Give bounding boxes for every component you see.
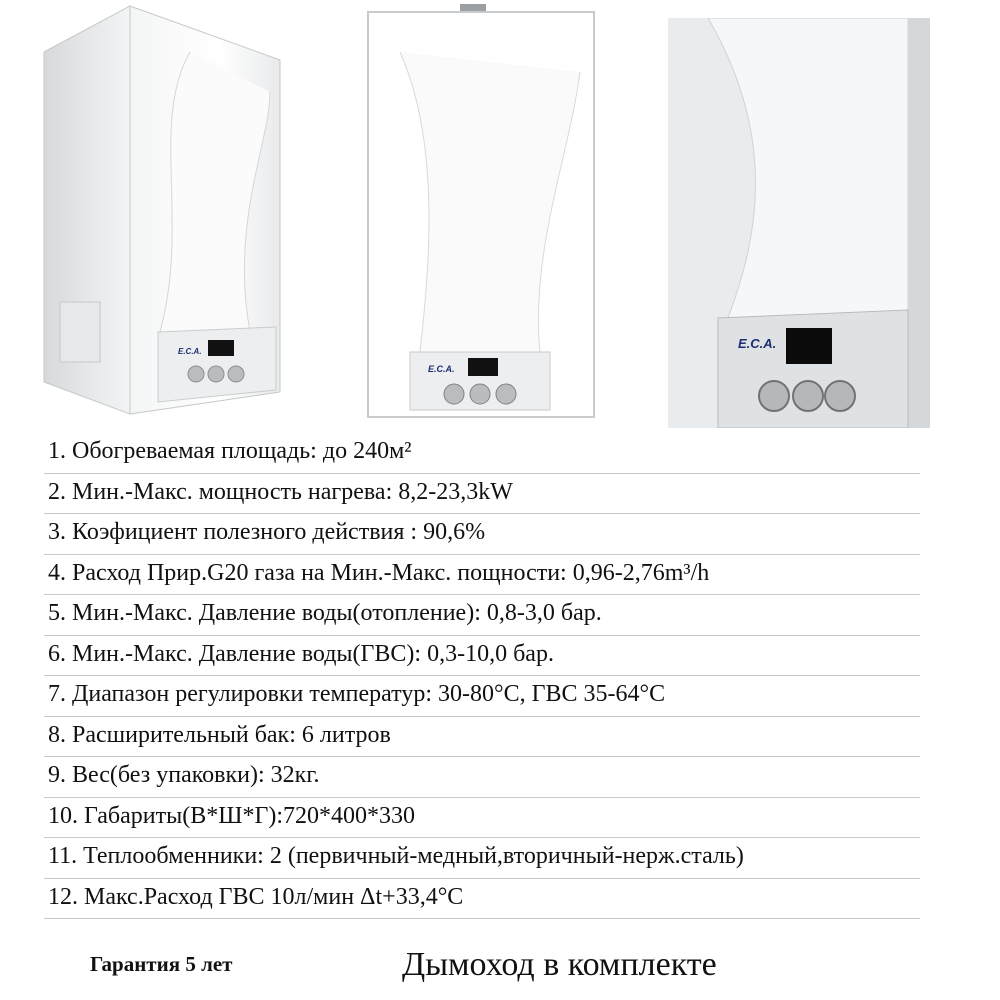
- spec-text: Габариты(В*Ш*Г):720*400*330: [84, 802, 415, 829]
- spec-number: 6.: [48, 640, 66, 667]
- spec-number: 10.: [48, 802, 78, 829]
- boiler-photo-closeup: [668, 18, 930, 428]
- spec-number: 1.: [48, 438, 66, 464]
- spec-number: 8.: [48, 721, 66, 748]
- product-photos: [0, 0, 1000, 430]
- spec-number: 7.: [48, 681, 66, 707]
- spec-item: [44, 595, 920, 636]
- spec-number: 11.: [48, 843, 78, 869]
- boiler-photo-front: [360, 2, 600, 427]
- eca-logo-small: E.C.A.: [178, 347, 202, 356]
- spec-item: [44, 555, 920, 596]
- boiler-photo-angled: [40, 2, 300, 422]
- spec-number: 5.: [48, 600, 66, 626]
- spec-text: Расход Прир.G20 газа на Мин.-Макс. пощности: 0,96-2,76m³/h: [72, 559, 710, 586]
- spec-item: [44, 676, 920, 717]
- spec-text: Расширительный бак: 6 литров: [72, 721, 391, 748]
- eca-logo-front: E.C.A.: [428, 364, 455, 374]
- spec-text: Теплообменники: 2 (первичный-медный,вторичный-нерж.сталь): [83, 843, 744, 869]
- spec-item: [44, 514, 920, 555]
- spec-item: [44, 879, 920, 920]
- spec-number: 3.: [48, 519, 66, 545]
- spec-item: [44, 717, 920, 758]
- spec-item: [44, 474, 920, 515]
- spec-text: Диапазон регулировки температур: 30-80°C, ГВС 35-64°C: [72, 681, 666, 707]
- spec-text: Коэфициент полезного действия : 90,6%: [72, 519, 486, 545]
- spec-number: 2.: [48, 478, 66, 505]
- spec-text: Мин.-Макс. мощность нагрева: 8,2-23,3kW: [72, 478, 513, 505]
- spec-text: Мин.-Макс. Давление воды(ГВС): 0,3-10,0 бар.: [72, 640, 554, 667]
- warranty-text: Гарантия 5 лет: [90, 952, 233, 976]
- spec-number: 4.: [48, 559, 66, 586]
- spec-text: Мин.-Макс. Давление воды(отопление): 0,8-3,0 бар.: [72, 600, 602, 626]
- spec-item: [44, 433, 920, 474]
- chimney-included-text: Дымоход в комплекте: [402, 946, 717, 983]
- spec-item: [44, 757, 920, 798]
- spec-text: Вес(без упаковки): 32кг.: [72, 762, 320, 788]
- spec-item: [44, 838, 920, 879]
- spec-number: 9.: [48, 762, 66, 788]
- spec-number: 12.: [48, 883, 78, 910]
- spec-item: [44, 636, 920, 677]
- spec-item: [44, 798, 920, 839]
- spec-list: [44, 433, 920, 919]
- eca-logo-closeup: E.C.A.: [738, 336, 777, 351]
- spec-text: Обогреваемая площадь: до 240м²: [72, 438, 412, 464]
- spec-text: Макс.Расход ГВС 10л/мин Δt+33,4°C: [84, 883, 464, 910]
